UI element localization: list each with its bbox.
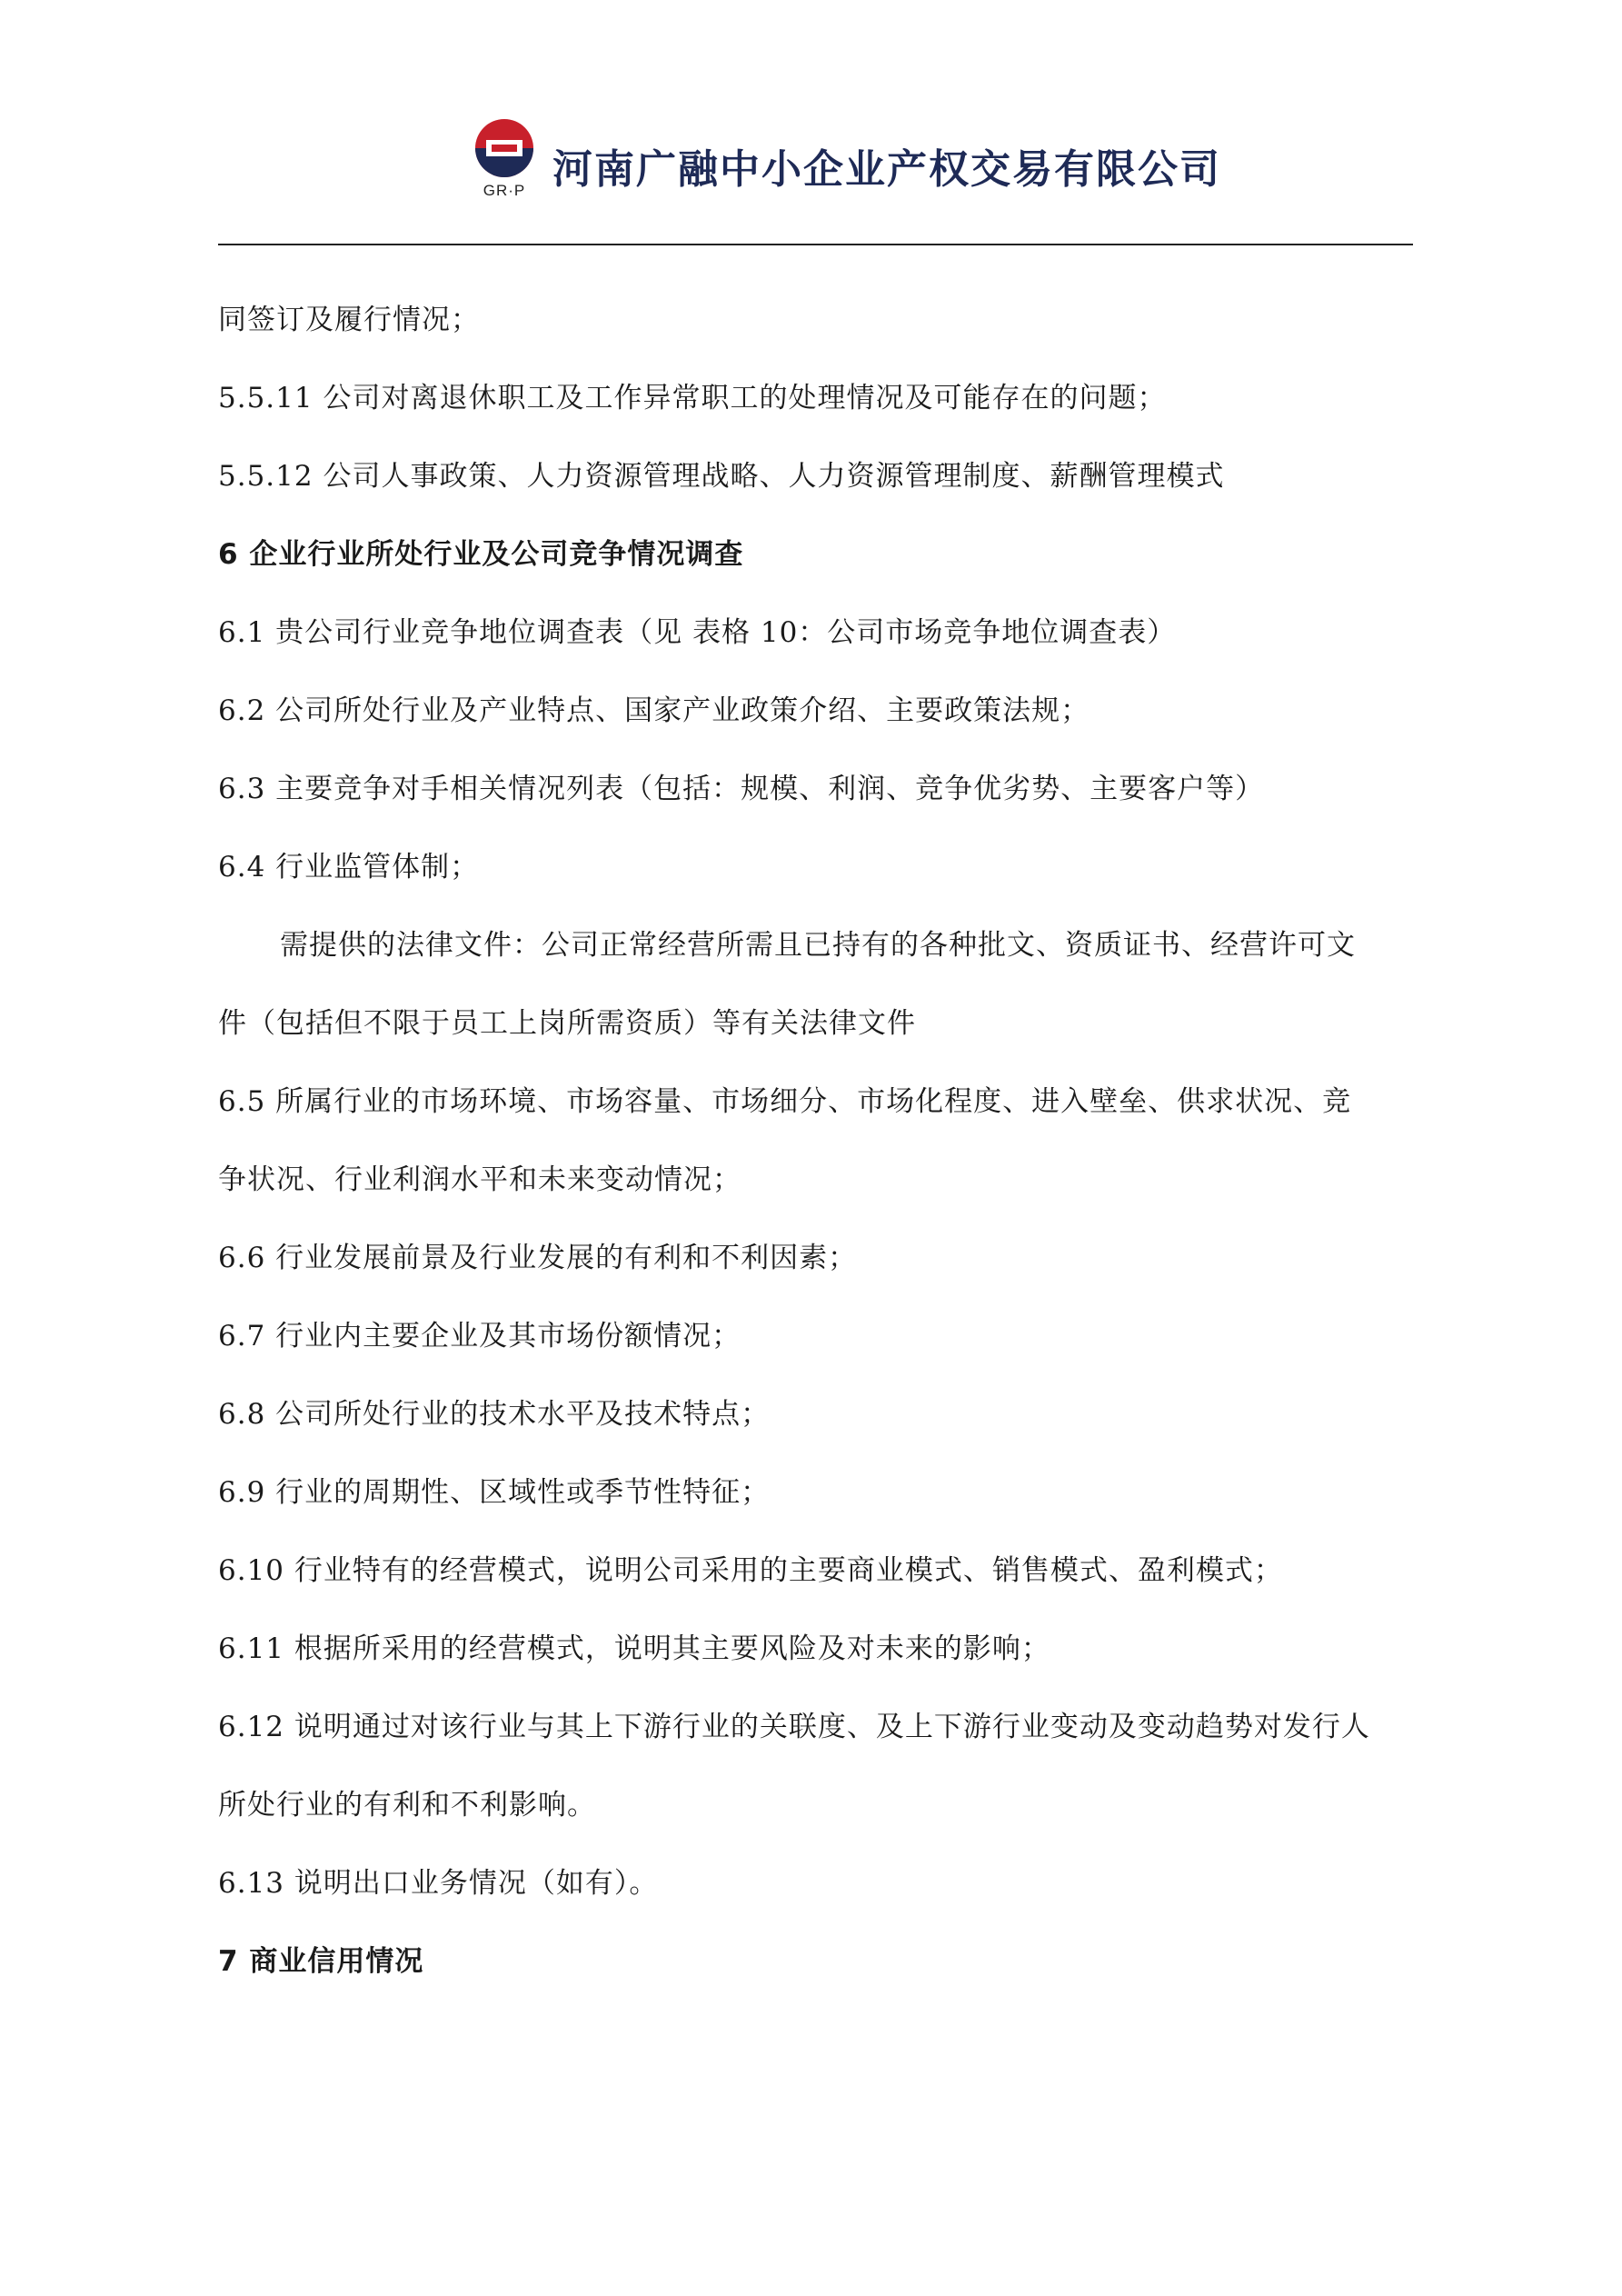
paragraph-line: 6.5 所属行业的市场环境、市场容量、市场细分、市场化程度、进入壁垒、供求状况、竞 bbox=[218, 1085, 1352, 1118]
paragraph-line: 6.12 说明通过对该行业与其上下游行业的关联度、及上下游行业变动及变动趋势对发行人 bbox=[218, 1711, 1370, 1743]
paragraph-line: 争状况、行业利润水平和未来变动情况； bbox=[218, 1163, 741, 1196]
paragraph-line: 同签订及履行情况； bbox=[218, 304, 480, 336]
paragraph-line: 所处行业的有利和不利影响。 bbox=[218, 1789, 596, 1822]
paragraph-line: 6.13 说明出口业务情况（如有）。 bbox=[218, 1867, 659, 1900]
paragraph-line: 6.4 行业监管体制； bbox=[218, 851, 480, 883]
page-header bbox=[0, 0, 1622, 245]
paragraph-line: 6.6 行业发展前景及行业发展的有利和不利因素； bbox=[218, 1242, 858, 1274]
grp-logo-icon bbox=[474, 118, 534, 178]
paragraph-line: 6.11 根据所采用的经营模式，说明其主要风险及对未来的影响； bbox=[218, 1632, 1050, 1665]
logo-caption: GR·P bbox=[483, 182, 526, 199]
paragraph-line: 6.7 行业内主要企业及其市场份额情况； bbox=[218, 1320, 741, 1353]
section-heading: 7 商业信用情况 bbox=[218, 1945, 424, 1978]
header-divider bbox=[218, 244, 1413, 245]
paragraph-line: 件（包括但不限于员工上岗所需资质）等有关法律文件 bbox=[218, 1007, 916, 1040]
paragraph-line: 6.2 公司所处行业及产业特点、国家产业政策介绍、主要政策法规； bbox=[218, 694, 1090, 727]
paragraph-line: 6.3 主要竞争对手相关情况列表（包括：规模、利润、竞争优劣势、主要客户等） bbox=[218, 773, 1265, 805]
paragraph-line: 6.10 行业特有的经营模式，说明公司采用的主要商业模式、销售模式、盈利模式； bbox=[218, 1554, 1283, 1587]
paragraph-line: 5.5.12 公司人事政策、人力资源管理战略、人力资源管理制度、薪酬管理模式 bbox=[218, 460, 1225, 493]
paragraph-line: 需提供的法律文件：公司正常经营所需且已持有的各种批文、资质证书、经营许可文 bbox=[280, 929, 1356, 962]
section-heading: 6 企业行业所处行业及公司竞争情况调查 bbox=[218, 538, 744, 571]
company-name: 河南广融中小企业产权交易有限公司 bbox=[552, 146, 1221, 193]
company-logo bbox=[473, 116, 536, 207]
paragraph-line: 6.8 公司所处行业的技术水平及技术特点； bbox=[218, 1398, 771, 1431]
paragraph-line: 6.9 行业的周期性、区域性或季节性特征； bbox=[218, 1476, 771, 1509]
paragraph-line: 6.1 贵公司行业竞争地位调查表（见 表格 10：公司市场竞争地位调查表） bbox=[218, 616, 1177, 649]
paragraph-line: 5.5.11 公司对离退休职工及工作异常职工的处理情况及可能存在的问题； bbox=[218, 382, 1167, 414]
